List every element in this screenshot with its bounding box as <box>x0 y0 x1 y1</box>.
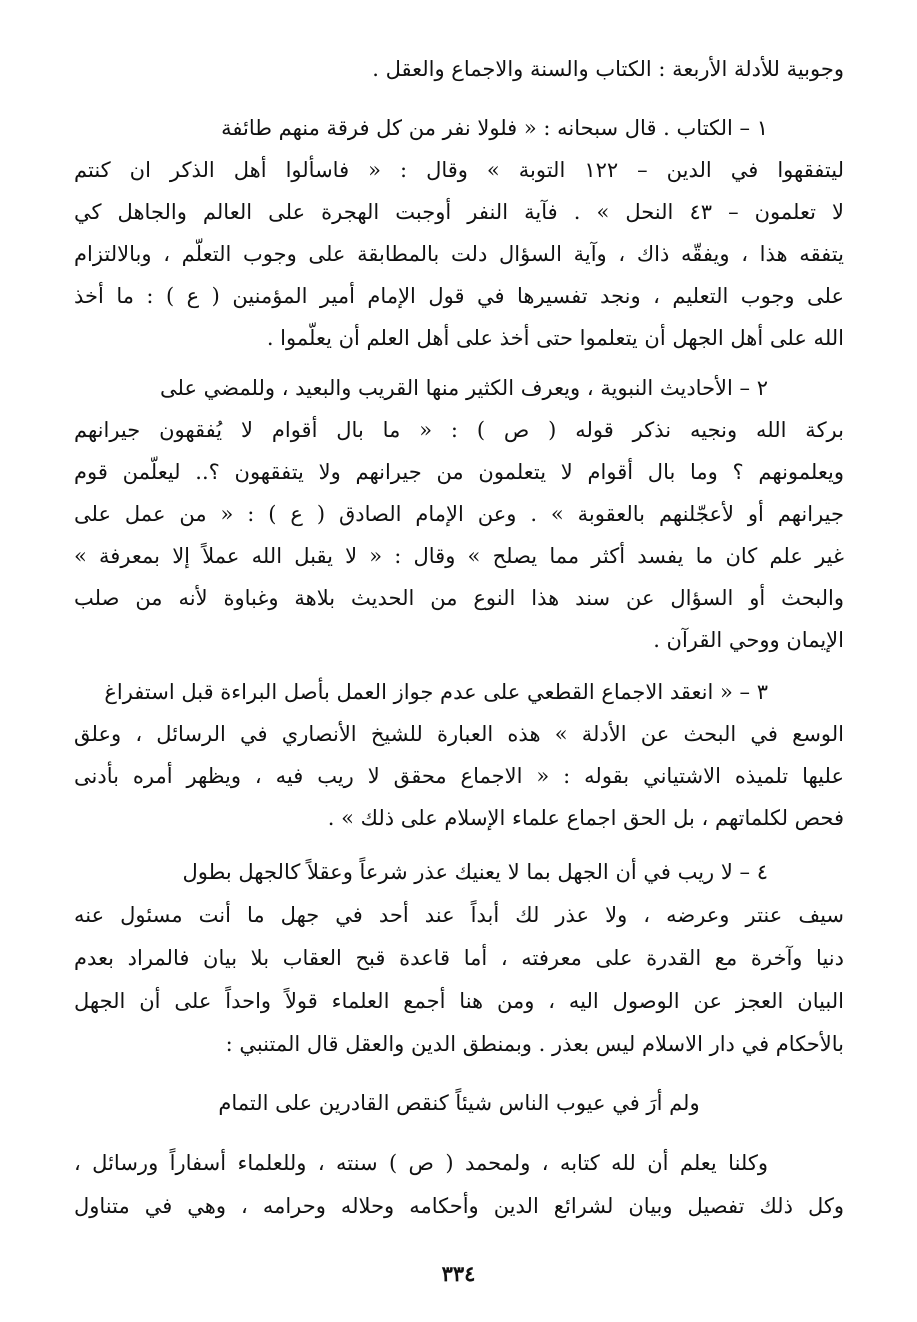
section-3-line-3: عليها تلميذه الاشتياني بقوله : « الاجماع محقق لا ريب فيه ، ويظهر أمره بأدنى <box>74 764 844 788</box>
section-4-line-5: بالأحكام في دار الاسلام ليس بعذر . وبمنطق الدين والعقل قال المتنبي : <box>225 1032 844 1056</box>
section-2-line-1: ٢ – الأحاديث النبوية ، ويعرف الكثير منها القريب والبعيد ، وللمضي على <box>160 376 768 400</box>
section-2-line-4: جيرانهم أو لأعجّلنهم بالعقوبة » . وعن الإمام الصادق ( ع ) : « من عمل على <box>74 502 844 526</box>
section-3-line-2: الوسع في البحث عن الأدلة » هذه العبارة للشيخ الأنصاري في الرسائل ، وعلق <box>74 722 844 746</box>
intro-line: وجوبية للأدلة الأربعة : الكتاب والسنة والاجماع والعقل . <box>372 57 844 81</box>
section-1-line-6: الله على أهل الجهل أن يتعلموا حتى أخذ على أهل العلم أن يعلّموا . <box>266 326 844 350</box>
section-4-line-2: سيف عنتر وعرضه ، ولا عذر لك أبداً عند أحد في جهل ما أنت مسئول عنه <box>74 903 844 927</box>
section-4-line-3: دنيا وآخرة مع القدرة على معرفته ، أما قاعدة قبح العقاب بلا بيان فالمراد بعدم <box>74 946 844 970</box>
page-number: ٣٣٤ <box>441 1261 476 1286</box>
section-1-line-2: ليتفقهوا في الدين – ١٢٢ التوبة » وقال : « فاسألوا أهل الذكر ان كنتم <box>74 158 844 182</box>
section-1-line-1: ١ – الكتاب . قال سبحانه : « فلولا نفر من كل فرقة منهم طائفة <box>221 116 768 140</box>
section-3-line-4: فحص لكلماتهم ، بل الحق اجماع علماء الإسلام على ذلك » . <box>327 806 844 830</box>
section-2-line-7: الإيمان ووحي القرآن . <box>653 628 844 652</box>
section-1-line-5: على وجوب التعليم ، ونجد تفسيرها في قول الإمام أمير المؤمنين ( ع ) : ما أخذ <box>74 284 844 308</box>
poetry-verse: ولم أرَ في عيوب الناس شيئاً كنقص القادرين على التمام <box>218 1091 700 1115</box>
section-2-line-5: غير علم كان ما يفسد أكثر مما يصلح » وقال : « لا يقبل الله عملاً إلا بمعرفة » <box>74 544 844 568</box>
closing-line-2: وكل ذلك تفصيل وبيان لشرائع الدين وأحكامه وحلاله وحرامه ، وهي في متناول <box>74 1194 844 1218</box>
closing-line-1: وكلنا يعلم أن لله كتابه ، ولمحمد ( ص ) سنته ، وللعلماء أسفاراً ورسائل ، <box>74 1151 768 1175</box>
section-2-line-2: بركة الله ونجيه نذكر قوله ( ص ) : « ما بال أقوام لا يُفقهون جيرانهم <box>74 418 844 442</box>
section-2-line-6: والبحث أو السؤال عن سند هذا النوع من الحديث بلاهة وغباوة لأنه من صلب <box>74 586 844 610</box>
section-4-line-4: البيان العجز عن الوصول اليه ، ومن هنا أجمع العلماء قولاً واحداً على أن الجهل <box>74 989 844 1013</box>
section-1-line-3: لا تعلمون – ٤٣ النحل » . فآية النفر أوجبت الهجرة على العالم والجاهل كي <box>74 200 844 224</box>
section-3-line-1: ٣ – « انعقد الاجماع القطعي على عدم جواز العمل بأصل البراءة قبل استفراغ <box>104 680 768 704</box>
section-2-line-3: ويعلمونهم ؟ وما بال أقوام لا يتعلمون من جيرانهم ولا يتفقهون ؟.. ليعلّمن قوم <box>74 460 844 484</box>
section-1-line-4: يتفقه هذا ، ويفقّه ذاك ، وآية السؤال دلت بالمطابقة على وجوب التعلّم ، وبالالتزام <box>74 242 844 266</box>
section-4-line-1: ٤ – لا ريب في أن الجهل بما لا يعنيك عذر شرعاً وعقلاً كالجهل بطول <box>182 860 768 884</box>
